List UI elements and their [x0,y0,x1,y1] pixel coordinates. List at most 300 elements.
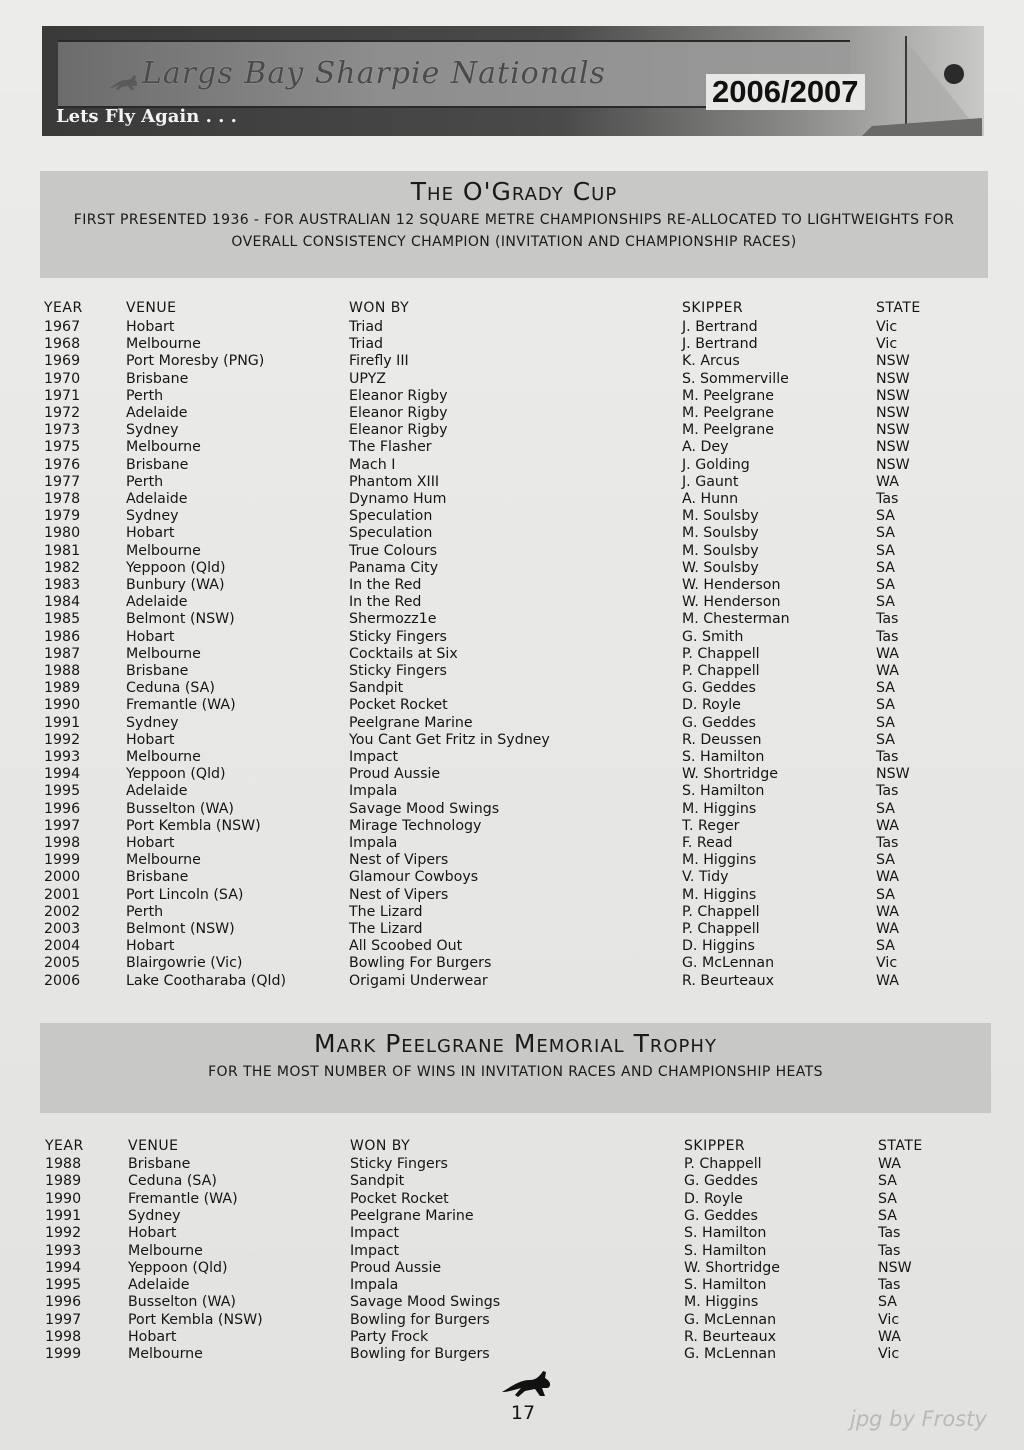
table-row [0,1208,1024,1225]
cell-skipper: W. Soulsby [682,559,759,576]
cell-skipper: S. Hamilton [684,1277,767,1294]
cell-year: 2002 [44,903,81,920]
cell-skipper: G. Geddes [684,1207,758,1224]
cell-state: Tas [876,491,899,507]
cell-state: Tas [876,628,899,645]
table-row [0,508,1024,525]
table-row [0,1156,1024,1173]
section-subtitle: FIRST PRESENTED 1936 - FOR AUSTRALIAN 12 SQUARE METRE CHAMPIONSHIPS RE-ALLOCATED TO LIGHTWEIGHTS FOR OVERALL CONSISTENCY CHAMPION (INVITATION AND CHAMPIONSHIP RACES) [73,212,955,250]
column-header-venue: VENUE [128,1138,179,1154]
cell-state: SA [876,852,895,869]
cell-won-by: Impala [350,1277,399,1294]
cell-venue: Fremantle (WA) [126,697,236,714]
cell-won-by: Panama City [349,559,439,576]
table-row [0,474,1024,491]
cell-year: 1987 [44,645,81,662]
cell-skipper: M. Soulsby [682,542,759,559]
cell-state: WA [876,903,899,920]
table-row [0,766,1024,783]
table-row [0,869,1024,886]
cell-won-by: UPYZ [349,370,387,387]
cell-won-by: Sticky Fingers [350,1156,448,1172]
table-row [0,973,1024,990]
cell-skipper: M. Higgins [682,886,757,903]
cell-year: 1990 [44,697,81,714]
cell-skipper: J. Golding [682,456,750,473]
header-banner [42,26,984,136]
table-row [0,405,1024,422]
cell-won-by: Proud Aussie [350,1259,442,1276]
cell-state: NSW [876,766,910,783]
column-header-year: YEAR [45,1138,84,1154]
cell-year: 1982 [44,559,81,576]
cell-won-by: Sandpit [350,1173,405,1190]
cell-venue: Melbourne [128,1242,203,1259]
table-row [0,457,1024,474]
table-row [0,525,1024,542]
cell-won-by: Party Frock [350,1329,429,1345]
cell-venue: Perth [126,473,164,490]
cell-skipper: G. Smith [682,628,744,645]
cell-skipper: G. Geddes [682,680,756,697]
table-row [0,938,1024,955]
cell-state: Vic [878,1346,900,1363]
cell-state: WA [878,1329,901,1345]
cell-skipper: G. McLennan [684,1311,777,1328]
cell-skipper: G. McLennan [682,955,775,972]
cell-venue: Perth [126,387,164,404]
cell-year: 1993 [45,1242,82,1259]
cell-skipper: V. Tidy [682,869,729,886]
cell-year: 1999 [44,852,81,869]
cell-venue: Ceduna (SA) [126,680,215,697]
cell-venue: Sydney [126,714,179,731]
cell-state: SA [876,886,895,903]
cell-won-by: Impala [349,835,398,851]
cell-year: 1973 [44,422,81,439]
cell-skipper: A. Dey [682,439,729,456]
cell-venue: Belmont (NSW) [126,921,235,937]
cell-year: 1999 [45,1346,82,1363]
cell-venue: Melbourne [126,542,201,559]
table-row [0,955,1024,972]
cell-year: 1975 [44,439,81,456]
section-subtitle: FOR THE MOST NUMBER OF WINS IN INVITATION RACES AND CHAMPIONSHIP HEATS [208,1064,823,1080]
sailboat-icon [862,26,984,136]
cell-won-by: Dynamo Hum [349,491,447,507]
cell-state: SA [876,577,895,593]
cell-skipper: D. Higgins [682,938,755,955]
cell-year: 2006 [44,972,81,989]
cell-skipper: S. Hamilton [684,1242,767,1259]
cell-state: SA [878,1173,897,1190]
cell-venue: Sydney [128,1207,181,1224]
cell-year: 1996 [45,1294,82,1311]
cell-venue: Melbourne [126,749,201,765]
section-title: The O'Grady Cup [410,177,618,206]
cell-venue: Melbourne [128,1346,203,1363]
cell-skipper: J. Bertrand [682,336,758,353]
kangaroo-icon [500,1366,560,1400]
table-row [0,818,1024,835]
cell-won-by: Savage Mood Swings [349,800,500,817]
cell-skipper: M. Peelgrane [682,405,774,421]
cell-state: SA [876,525,895,542]
cell-venue: Belmont (NSW) [126,611,235,628]
cell-venue: Brisbane [126,370,189,387]
cell-year: 1978 [44,491,81,507]
cell-venue: Adelaide [126,594,188,611]
cell-venue: Adelaide [126,405,188,421]
cell-state: SA [876,508,895,525]
cell-year: 1977 [44,473,81,490]
table-row [0,1243,1024,1260]
cell-venue: Port Moresby (PNG) [126,353,265,370]
cell-venue: Hobart [126,731,175,748]
cell-skipper: M. Peelgrane [682,422,774,439]
cell-skipper: M. Peelgrane [682,387,774,404]
cell-venue: Port Kembla (NSW) [126,817,261,834]
cell-venue: Hobart [126,938,175,955]
cell-state: Vic [876,955,898,972]
cell-venue: Port Lincoln (SA) [126,886,244,903]
cell-venue: Yeppoon (Qld) [126,559,226,576]
cell-won-by: Eleanor Rigby [349,387,448,404]
page-number: 17 [510,1402,536,1424]
column-header-won-by: WON BY [350,1138,411,1154]
table-row [0,732,1024,749]
cell-state: Tas [876,611,899,628]
table-row [0,1225,1024,1242]
photo-credit: jpg by Frosty [850,1407,987,1431]
cell-won-by: Cocktails at Six [349,645,458,662]
cell-venue: Perth [126,903,164,920]
cell-year: 2005 [44,955,81,972]
table-row [0,422,1024,439]
section-title: Mark Peelgrane Memorial Trophy [314,1029,717,1058]
cell-state: SA [876,938,895,955]
cell-venue: Brisbane [126,456,189,473]
cell-year: 1967 [44,319,81,335]
cell-state: Tas [878,1277,901,1294]
cell-state: Vic [878,1311,900,1328]
cell-venue: Port Kembla (NSW) [128,1311,263,1328]
column-header-won-by: WON BY [349,300,410,316]
cell-venue: Brisbane [126,869,189,886]
cell-skipper: W. Shortridge [682,766,779,783]
cell-venue: Sydney [126,508,179,525]
cell-year: 1970 [44,370,81,387]
cell-skipper: P. Chappell [682,903,760,920]
cell-won-by: Origami Underwear [349,972,488,989]
banner-tagline: Lets Fly Again . . . [56,106,237,127]
banner-years: 2006/2007 [706,74,865,110]
column-header-skipper: SKIPPER [682,300,744,316]
table-row [0,697,1024,714]
cell-state: NSW [876,405,910,421]
cell-venue: Fremantle (WA) [128,1190,238,1207]
table-row [0,543,1024,560]
cell-year: 1990 [45,1190,82,1207]
cell-year: 2004 [44,938,81,955]
table-row [0,353,1024,370]
cell-year: 1996 [44,800,81,817]
cell-won-by: Savage Mood Swings [350,1294,501,1311]
cell-won-by: Sticky Fingers [349,628,447,645]
cell-won-by: Mach I [349,456,396,473]
cell-won-by: Impala [349,783,398,800]
table-row [0,1312,1024,1329]
cell-year: 1994 [45,1259,82,1276]
cell-skipper: M. Soulsby [682,525,759,542]
cell-skipper: S. Hamilton [682,749,765,765]
cell-won-by: Sticky Fingers [349,663,447,679]
cell-skipper: R. Deussen [682,731,762,748]
cell-won-by: Eleanor Rigby [349,405,448,421]
peelgrane-trophy-header [40,1023,991,1113]
cell-skipper: S. Hamilton [684,1225,767,1242]
cell-won-by: Nest of Vipers [349,852,449,869]
cell-year: 2001 [44,886,81,903]
cell-venue: Melbourne [126,645,201,662]
cell-venue: Ceduna (SA) [128,1173,217,1190]
cell-venue: Melbourne [126,336,201,353]
cell-year: 1993 [44,749,81,765]
cell-venue: Brisbane [128,1156,191,1172]
cell-year: 1992 [44,731,81,748]
cell-year: 1998 [44,835,81,851]
cell-state: WA [876,645,899,662]
cell-venue: Busselton (WA) [128,1294,236,1311]
cell-state: NSW [876,387,910,404]
cell-won-by: The Lizard [349,921,423,937]
cell-skipper: W. Henderson [682,594,781,611]
table-row [0,921,1024,938]
cell-year: 1983 [44,577,81,593]
cell-venue: Adelaide [128,1277,190,1294]
cell-state: NSW [876,353,910,370]
cell-state: SA [878,1294,897,1311]
column-header-venue: VENUE [126,300,177,316]
cell-venue: Hobart [126,319,175,335]
cell-state: NSW [876,422,910,439]
table-row [0,852,1024,869]
table-row [0,491,1024,508]
table-row [0,715,1024,732]
table-row [0,439,1024,456]
cell-state: WA [876,817,899,834]
cell-won-by: Glamour Cowboys [349,869,479,886]
table-row [0,1173,1024,1190]
cell-year: 1989 [45,1173,82,1190]
kangaroo-icon [108,72,142,92]
cell-state: Tas [878,1225,901,1242]
cell-skipper: F. Read [682,835,733,851]
cell-state: NSW [876,370,910,387]
cell-skipper: J. Gaunt [682,473,739,490]
cell-skipper: D. Royle [682,697,741,714]
cell-state: SA [876,697,895,714]
table-row [0,1191,1024,1208]
cell-skipper: R. Beurteaux [684,1329,777,1345]
table-row [0,1277,1024,1294]
cell-skipper: P. Chappell [684,1156,762,1172]
cell-won-by: Phantom XIII [349,473,440,490]
cell-skipper: G. Geddes [684,1173,758,1190]
cell-venue: Lake Cootharaba (Qld) [126,972,286,989]
cell-state: Vic [876,336,898,353]
cell-state: SA [876,731,895,748]
cell-skipper: K. Arcus [682,353,740,370]
cell-won-by: True Colours [349,542,438,559]
cell-skipper: S. Sommerville [682,370,789,387]
cell-venue: Hobart [128,1329,177,1345]
table-row [0,680,1024,697]
cell-year: 1988 [45,1156,82,1172]
cell-skipper: M. Higgins [684,1294,759,1311]
cell-year: 1979 [44,508,81,525]
table-row [0,560,1024,577]
cell-state: NSW [876,439,910,456]
cell-state: Tas [876,749,899,765]
cell-state: WA [876,921,899,937]
table-row [0,749,1024,766]
cell-won-by: Triad [349,336,384,353]
table-row [0,663,1024,680]
cell-won-by: In the Red [349,577,422,593]
cell-venue: Adelaide [126,491,188,507]
cell-won-by: Pocket Rocket [350,1190,449,1207]
cell-venue: Melbourne [126,852,201,869]
cell-state: Tas [876,835,899,851]
cell-venue: Hobart [128,1225,177,1242]
cell-won-by: You Cant Get Fritz in Sydney [349,731,550,748]
table-row [0,1294,1024,1311]
cell-state: SA [876,800,895,817]
cell-skipper: T. Reger [682,817,740,834]
cell-won-by: Peelgrane Marine [349,714,473,731]
table-row [0,801,1024,818]
cell-state: WA [876,972,899,989]
banner-title: Largs Bay Sharpie Nationals [142,56,606,91]
cell-skipper: M. Chesterman [682,611,790,628]
cell-venue: Bunbury (WA) [126,577,225,593]
cell-venue: Yeppoon (Qld) [128,1259,228,1276]
cell-year: 2000 [44,869,81,886]
table-row [0,577,1024,594]
table-row [0,887,1024,904]
cell-year: 1976 [44,456,81,473]
cell-skipper: W. Henderson [682,577,781,593]
cell-year: 1991 [44,714,81,731]
cell-skipper: M. Soulsby [682,508,759,525]
cell-year: 1972 [44,405,81,421]
cell-year: 1995 [45,1277,82,1294]
cell-won-by: Bowling for Burgers [350,1346,490,1363]
cell-venue: Blairgowrie (Vic) [126,955,243,972]
cell-skipper: G. McLennan [684,1346,777,1363]
cell-won-by: Speculation [349,525,433,542]
cell-year: 1995 [44,783,81,800]
cell-year: 1989 [44,680,81,697]
cell-year: 1997 [45,1311,82,1328]
cell-won-by: Shermozz1e [349,611,437,628]
cell-won-by: In the Red [349,594,422,611]
cell-won-by: Impact [350,1242,400,1259]
cell-won-by: Peelgrane Marine [350,1207,474,1224]
table-row [0,1346,1024,1363]
cell-venue: Yeppoon (Qld) [126,766,226,783]
cell-venue: Busselton (WA) [126,800,234,817]
cell-state: SA [876,559,895,576]
cell-year: 1971 [44,387,81,404]
table-row [0,594,1024,611]
table-row [0,1260,1024,1277]
cell-won-by: Impact [350,1225,400,1242]
cell-venue: Sydney [126,422,179,439]
cell-state: SA [876,680,895,697]
cell-won-by: Bowling For Burgers [349,955,492,972]
cell-skipper: W. Shortridge [684,1259,781,1276]
cell-won-by: Mirage Technology [349,817,482,834]
cell-skipper: S. Hamilton [682,783,765,800]
cell-year: 1986 [44,628,81,645]
cell-won-by: Nest of Vipers [349,886,449,903]
cell-skipper: R. Beurteaux [682,972,775,989]
column-header-state: STATE [876,300,921,316]
table-row [0,629,1024,646]
cell-state: SA [876,714,895,731]
cell-venue: Brisbane [126,663,189,679]
ogrady-cup-header [40,171,988,278]
cell-year: 1985 [44,611,81,628]
table-row [0,388,1024,405]
cell-state: Vic [876,319,898,335]
table-row [0,1329,1024,1346]
cell-skipper: P. Chappell [682,645,760,662]
cell-state: NSW [878,1259,912,1276]
cell-state: SA [876,542,895,559]
cell-state: Tas [876,783,899,800]
cell-skipper: D. Royle [684,1190,743,1207]
cell-won-by: Sandpit [349,680,404,697]
cell-venue: Adelaide [126,783,188,800]
table-row [0,371,1024,388]
cell-year: 1991 [45,1207,82,1224]
table-row [0,783,1024,800]
cell-won-by: The Flasher [349,439,432,456]
cell-state: NSW [876,456,910,473]
table-row [0,611,1024,628]
cell-year: 1984 [44,594,81,611]
cell-state: SA [876,594,895,611]
cell-venue: Hobart [126,628,175,645]
cell-skipper: A. Hunn [682,491,739,507]
cell-year: 1992 [45,1225,82,1242]
cell-skipper: G. Geddes [682,714,756,731]
cell-skipper: M. Higgins [682,852,757,869]
cell-year: 1994 [44,766,81,783]
cell-won-by: Bowling for Burgers [350,1311,490,1328]
cell-venue: Melbourne [126,439,201,456]
cell-year: 1997 [44,817,81,834]
cell-state: WA [876,663,899,679]
cell-state: Tas [878,1242,901,1259]
cell-year: 2003 [44,921,81,937]
table-row [0,336,1024,353]
cell-venue: Hobart [126,525,175,542]
cell-skipper: M. Higgins [682,800,757,817]
